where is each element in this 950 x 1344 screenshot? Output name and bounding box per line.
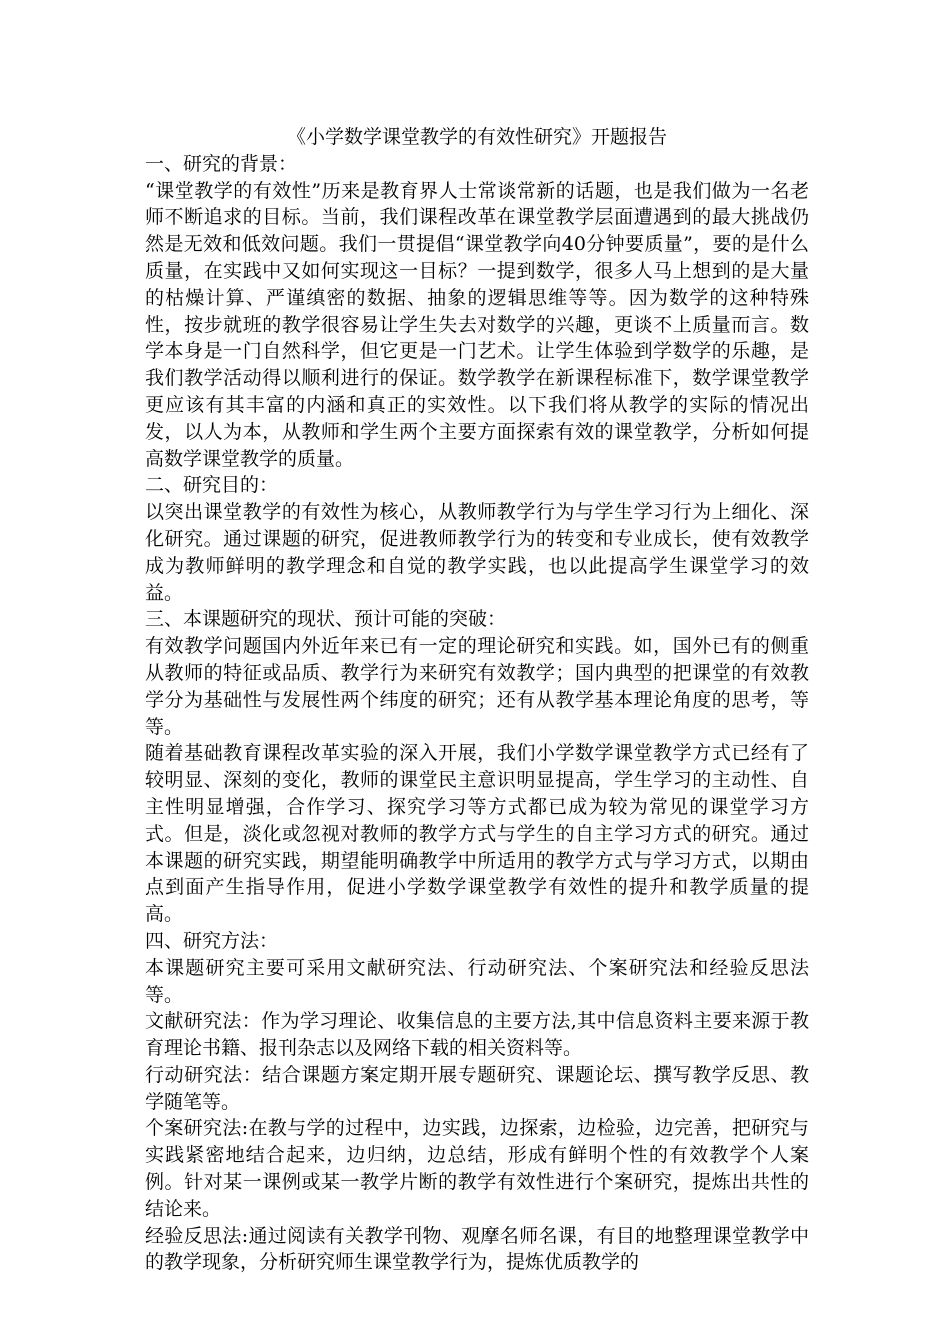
action-method-paragraph: 行动研究法：结合课题方案定期开展专题研究、课题论坛、撰写教学反思、教学随笔等。 [145, 1063, 809, 1113]
document-page [145, 124, 809, 1276]
section-heading-purpose: 二、研究目的： [145, 474, 279, 497]
document-title: 《小学数学课堂教学的有效性研究》开题报告 [286, 126, 667, 148]
section-heading-background: 一、研究的背景： [145, 152, 298, 175]
methods-overview-paragraph: 本课题研究主要可采用文献研究法、行动研究法、个案研究法和经验反思法等。 [145, 956, 809, 1006]
reflection-method-paragraph: 经验反思法:通过阅读有关教学刊物、观摩名师名课，有目的地整理课堂教学中的教学现象，分析研究师生课堂教学行为，提炼优质教学的 [145, 1224, 809, 1274]
status-paragraph-1: 有效教学问题国内外近年来已有一定的理论研究和实践。如，国外已有的侧重从教师的特征或品质、教学行为来研究有效教学；国内典型的把课堂的有效教学分为基础性与发展性两个纬度的研究；还有从教学基本理论角度的思考，等等。 [145, 635, 809, 738]
section-heading-methods: 四、研究方法： [145, 929, 279, 952]
background-paragraph: “课堂教学的有效性”历来是教育界人士常谈常新的话题，也是我们做为一名老师不断追求的目标。当前，我们课程改革在课堂教学层面遭遇到的最大挑战仍然是无效和低效问题。我们一贯提倡“课堂教学向40分钟要质量”，要的是什么质量，在实践中又如何实现这一目标？一提到数学，很多人马上想到的是大量的枯燥计算、严谨缜密的数据、抽象的逻辑思维等等。因为数学的这种特殊性，按步就班的教学很容易让学生失去对数学的兴趣，更谈不上质量而言。数学本身是一门自然科学，但它更是一门艺术。让学生体验到学数学的乐趣，是我们教学活动得以顺利进行的保证。数学教学在新课程标准下，数学课堂教学更应该有其丰富的内涵和真正的实效性。以下我们将从教学的实际的情况出发，以人为本，从教师和学生两个主要方面探索有效的课堂教学，分析如何提高数学课堂教学的质量。 [145, 179, 809, 470]
purpose-paragraph: 以突出课堂教学的有效性为核心，从教师教学行为与学生学习行为上细化、深化研究。通过课题的研究，促进教师教学行为的转变和专业成长，使有效教学成为教师鲜明的教学理念和自觉的教学实践，也以此提高学生课堂学习的效益。 [145, 501, 809, 604]
case-method-paragraph: 个案研究法:在教与学的过程中，边实践，边探索，边检验，边完善，把研究与实践紧密地结合起来，边归纳，边总结，形成有鲜明个性的有效教学个人案例。针对某一课例或某一教学片断的教学有效性进行个案研究，提炼出共性的结论来。 [145, 1117, 809, 1220]
section-heading-status: 三、本课题研究的现状、预计可能的突破： [145, 608, 507, 631]
status-paragraph-2: 随着基础教育课程改革实验的深入开展，我们小学数学课堂教学方式已经有了较明显、深刻的变化，教师的课堂民主意识明显提高，学生学习的主动性、自主性明显增强，合作学习、探究学习等方式都已成为较为常见的课堂学习方式。但是，淡化或忽视对教师的教学方式与学生的自主学习方式的研究。通过本课题的研究实践，期望能明确教学中所适用的教学方式与学习方式，以期由点到面产生指导作用，促进小学数学课堂教学有效性的提升和教学质量的提高。 [145, 742, 809, 926]
literature-method-paragraph: 文献研究法：作为学习理论、收集信息的主要方法,其中信息资料主要来源于教育理论书籍、报刊杂志以及网络下载的相关资料等。 [145, 1010, 809, 1060]
